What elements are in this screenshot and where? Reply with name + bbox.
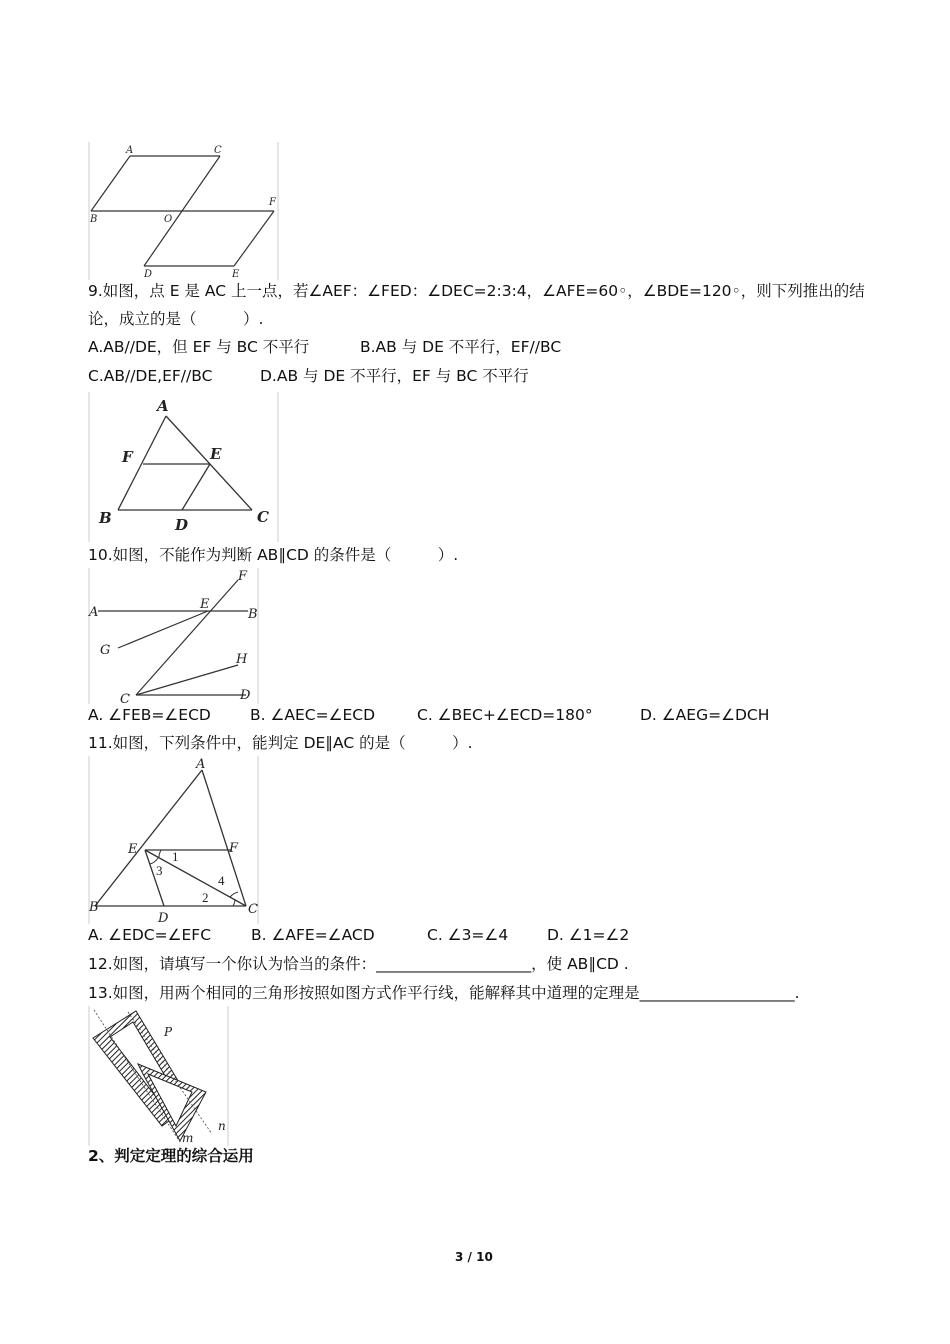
fig11-label-C: C xyxy=(248,902,258,917)
q9-stem-line2: 论，成立的是（ ）. xyxy=(88,310,264,328)
fig10-label-G: G xyxy=(100,643,111,658)
fig11-label-3: 3 xyxy=(156,863,163,878)
q11-option-a[interactable]: A. ∠EDC=∠EFC xyxy=(88,926,212,944)
fig9-label-F: F xyxy=(122,448,133,466)
q9-option-a[interactable]: A.AB//DE，但 EF 与 BC 不平行 xyxy=(88,338,310,356)
fig10-label-A: A xyxy=(89,605,99,620)
section-title: 2、判定定理的综合运用 xyxy=(88,1147,254,1165)
fig9-label-A: A xyxy=(157,397,169,415)
fig8-label-O: O xyxy=(164,214,173,225)
q11-option-b[interactable]: B. ∠AFE=∠ACD xyxy=(251,926,375,944)
fig10-label-E: E xyxy=(200,597,210,612)
figure-lines-q10 xyxy=(88,568,260,704)
q9-option-b[interactable]: B.AB 与 DE 不平行，EF//BC xyxy=(360,338,562,356)
q12-stem: 12.如图，请填写一个你认为恰当的条件：____________________，使 AB∥CD . xyxy=(88,955,629,973)
fig9-label-C: C xyxy=(257,508,269,526)
fig8-label-C: C xyxy=(214,145,222,156)
fig13-label-m: m xyxy=(182,1131,194,1145)
fig10-label-F: F xyxy=(238,569,248,584)
figure-triangle-q9 xyxy=(88,392,280,542)
fig11-label-4: 4 xyxy=(218,873,225,888)
fig11-label-F: F xyxy=(229,841,239,856)
figure-parallelograms xyxy=(88,142,280,280)
figure-triangle-q11 xyxy=(88,756,260,924)
figure-set-squares-q13 xyxy=(88,1006,230,1146)
q10-stem: 10.如图，不能作为判断 AB∥CD 的条件是（ ）. xyxy=(88,546,459,564)
fig11-label-B: B xyxy=(89,900,99,915)
fig8-label-E: E xyxy=(232,269,240,280)
q9-option-d[interactable]: D.AB 与 DE 不平行，EF 与 BC 不平行 xyxy=(260,367,529,385)
fig13-label-P: P xyxy=(164,1025,173,1039)
q13-stem: 13.如图，用两个相同的三角形按照如图方式作平行线，能解释其中道理的定理是____________________. xyxy=(88,984,800,1002)
fig13-label-n: n xyxy=(218,1119,226,1133)
fig9-label-E: E xyxy=(210,445,222,463)
fig8-label-B: B xyxy=(90,214,98,225)
fig10-label-H: H xyxy=(236,652,248,667)
fig8-label-A: A xyxy=(126,145,134,156)
fig10-label-B: B xyxy=(248,607,258,622)
page-number: 3 / 10 xyxy=(455,1250,493,1264)
q11-stem: 11.如图，下列条件中，能判定 DE∥AC 的是（ ）. xyxy=(88,734,473,752)
q10-option-a[interactable]: A. ∠FEB=∠ECD xyxy=(88,706,211,724)
q11-option-c[interactable]: C. ∠3=∠4 xyxy=(427,926,509,944)
q9-stem-line1: 9.如图，点 E 是 AC 上一点，若∠AEF：∠FED：∠DEC=2:3:4，∠AFE=60◦，∠BDE=120◦，则下列推出的结 xyxy=(88,282,865,300)
q9-option-c[interactable]: C.AB//DE,EF//BC xyxy=(88,367,213,385)
fig10-label-D: D xyxy=(240,688,251,703)
fig8-label-D: D xyxy=(144,269,153,280)
q11-option-d[interactable]: D. ∠1=∠2 xyxy=(547,926,630,944)
fig9-label-D: D xyxy=(175,516,189,534)
fig10-label-C: C xyxy=(120,692,130,704)
fig11-label-A: A xyxy=(196,757,206,772)
fig9-label-B: B xyxy=(99,509,112,527)
fig11-label-E: E xyxy=(128,842,138,857)
fig11-label-D: D xyxy=(158,911,169,924)
q10-option-d[interactable]: D. ∠AEG=∠DCH xyxy=(640,706,770,724)
q10-option-b[interactable]: B. ∠AEC=∠ECD xyxy=(250,706,376,724)
fig8-label-F: F xyxy=(269,197,276,208)
fig11-label-1: 1 xyxy=(172,849,179,864)
fig11-label-2: 2 xyxy=(202,890,209,905)
q10-option-c[interactable]: C. ∠BEC+∠ECD=180° xyxy=(417,706,593,724)
